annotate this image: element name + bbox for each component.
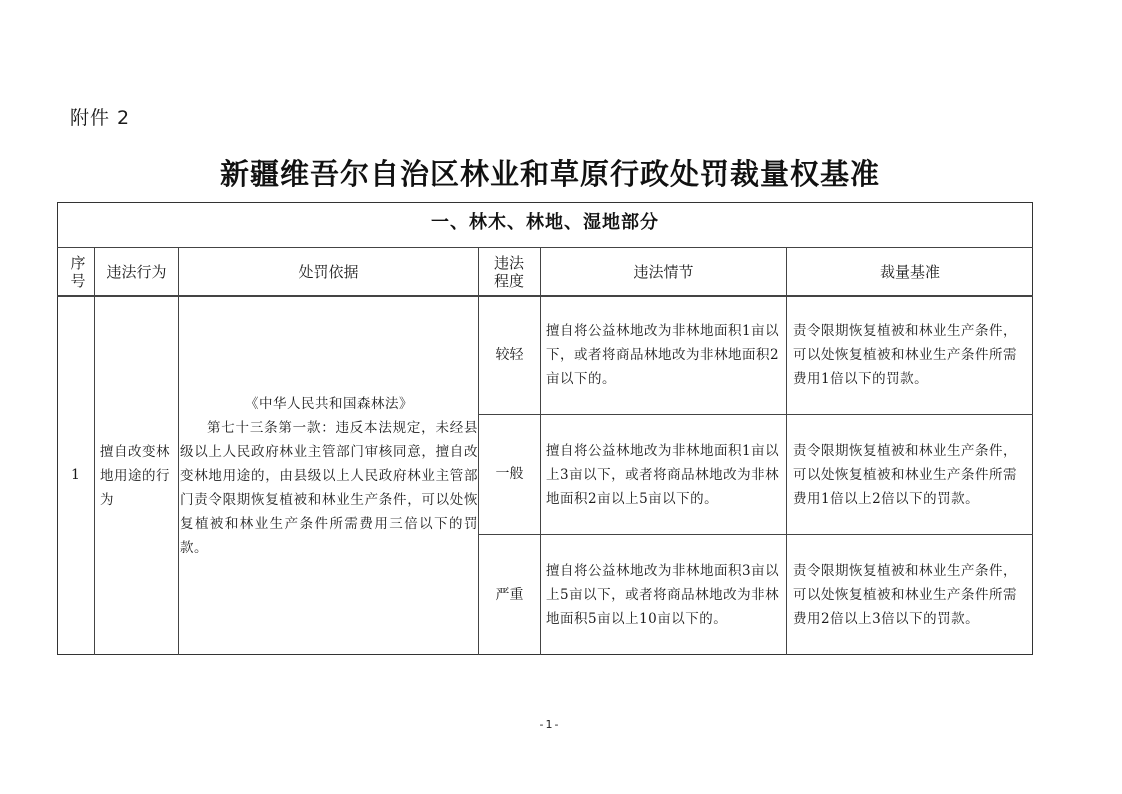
- document-title: 新疆维吾尔自治区林业和草原行政处罚裁量权基准: [219, 157, 880, 191]
- degree-general: 一般: [495, 466, 524, 482]
- header-basis: 处罚依据: [298, 263, 359, 281]
- header-circumstance: 违法情节: [633, 263, 694, 281]
- rule-under-section: [57, 247, 1033, 248]
- standard-severe: 责令限期恢复植被和林业生产条件，可以处恢复植被和林业生产条件所需费用2倍以上3倍以下的罚款。: [793, 563, 1017, 627]
- rule-col-4: [540, 247, 541, 655]
- header-seq: 序号: [70, 254, 86, 290]
- circumstance-severe: 擅自将公益林地改为非林地面积3亩以上5亩以下，或者将商品林地改为非林地面积5亩以上10亩以下的。: [546, 563, 780, 627]
- rule-col-5: [786, 247, 787, 655]
- header-standard: 裁量基准: [879, 263, 940, 281]
- row-seq: 1: [71, 467, 80, 483]
- rule-col-1: [94, 247, 95, 655]
- basis-article-text: 第七十三条第一款：违反本法规定，未经县级以上人民政府林业主管部门审核同意，擅自改变林地用途的，由县级以上人民政府林业主管部门责令限期恢复植被和林业生产条件，可以处恢复植被和林业生产条件所需费用三倍以下的罚款。: [180, 420, 478, 556]
- standard-light: 责令限期恢复植被和林业生产条件，可以处恢复植被和林业生产条件所需费用1倍以下的罚款。: [793, 323, 1017, 387]
- header-degree: 违法程度: [493, 254, 524, 290]
- attachment-label: 附件 2: [70, 107, 131, 129]
- standard-general: 责令限期恢复植被和林业生产条件，可以处恢复植被和林业生产条件所需费用1倍以上2倍以下的罚款。: [793, 442, 1017, 507]
- rule-col-2: [178, 247, 179, 655]
- basis-law-name: 《中华人民共和国森林法》: [245, 396, 413, 412]
- page-number: -1-: [539, 718, 561, 731]
- header-behavior: 违法行为: [106, 263, 167, 281]
- circumstance-general: 擅自将公益林地改为非林地面积1亩以上3亩以下，或者将商品林地改为非林地面积2亩以上5亩以下的。: [546, 442, 780, 507]
- row-behavior: 擅自改变林地用途的行为: [100, 443, 170, 508]
- degree-light: 较轻: [495, 346, 524, 363]
- section-title: 一、林木、林地、湿地部分: [431, 212, 659, 233]
- row-basis: [180, 392, 478, 560]
- degree-severe: 严重: [495, 586, 524, 603]
- circumstance-light: 擅自将公益林地改为非林地面积1亩以下，或者将商品林地改为非林地面积2亩以下的。: [546, 323, 780, 387]
